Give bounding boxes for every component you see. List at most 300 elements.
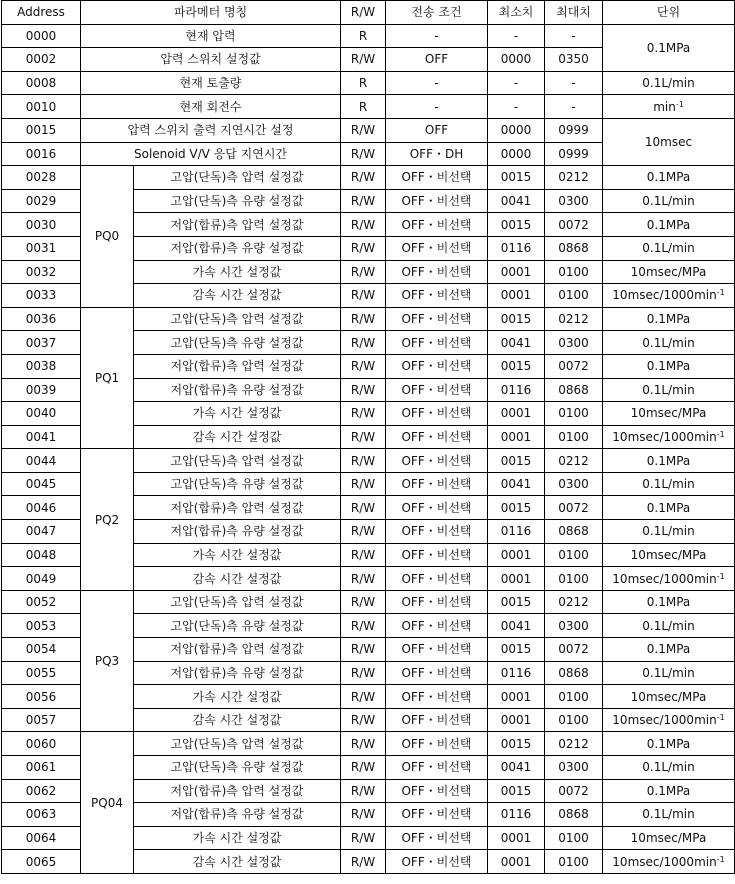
unit-cell <box>603 284 735 308</box>
table-row <box>2 118 735 142</box>
address-cell: 0002 <box>2 48 81 72</box>
unit-text: 10msec/1000min <box>612 571 717 586</box>
unit-cell <box>603 520 735 544</box>
min-cell: 0001 <box>488 425 545 449</box>
unit-cell <box>603 590 735 614</box>
max-cell: 0100 <box>545 826 603 850</box>
min-cell: 0000 <box>488 48 545 72</box>
rw-cell: R/W <box>341 331 386 355</box>
condition-cell: OFF・비선택 <box>386 449 488 473</box>
min-cell: 0015 <box>488 449 545 473</box>
unit-text: 0.1MPa <box>646 595 691 610</box>
max-cell: 0100 <box>545 685 603 709</box>
unit-text: 0.1L/min <box>642 760 695 775</box>
condition-cell: OFF・비선택 <box>386 661 488 685</box>
name-cell: 저압(합류)측 유량 설정값 <box>134 661 341 685</box>
table-row <box>2 71 735 95</box>
condition-cell: OFF・비선택 <box>386 166 488 190</box>
min-cell: - <box>488 24 545 48</box>
unit-text: 0.1L/min <box>642 194 695 209</box>
min-cell: 0001 <box>488 708 545 732</box>
max-cell: - <box>545 24 603 48</box>
address-cell: 0060 <box>2 732 81 756</box>
rw-cell: R/W <box>341 567 386 591</box>
min-cell: 0041 <box>488 472 545 496</box>
address-cell: 0049 <box>2 567 81 591</box>
condition-cell: OFF <box>386 118 488 142</box>
unit-text: 0.1MPa <box>646 736 691 751</box>
unit-text: 10msec/1000min <box>612 713 717 728</box>
unit-superscript: -1 <box>716 288 725 298</box>
address-cell: 0061 <box>2 756 81 780</box>
min-cell: 0015 <box>488 638 545 662</box>
address-cell: 0033 <box>2 284 81 308</box>
group-label-cell: PQ2 <box>81 449 134 591</box>
rw-cell: R/W <box>341 189 386 213</box>
rw-cell: R/W <box>341 756 386 780</box>
rw-cell: R/W <box>341 803 386 827</box>
rw-cell: R/W <box>341 260 386 284</box>
address-cell: 0044 <box>2 449 81 473</box>
unit-text: 0.1MPa <box>646 642 691 657</box>
min-cell: 0001 <box>488 850 545 874</box>
address-cell: 0047 <box>2 520 81 544</box>
unit-cell <box>603 614 735 638</box>
unit-superscript: -1 <box>716 429 725 439</box>
condition-cell: OFF・비선택 <box>386 685 488 709</box>
rw-cell: R/W <box>341 425 386 449</box>
unit-cell <box>603 708 735 732</box>
condition-cell: OFF・비선택 <box>386 803 488 827</box>
min-cell: 0041 <box>488 331 545 355</box>
unit-cell <box>603 685 735 709</box>
unit-cell <box>603 166 735 190</box>
max-cell: 0100 <box>545 284 603 308</box>
unit-cell <box>603 307 735 331</box>
max-cell: 0100 <box>545 850 603 874</box>
address-cell: 0032 <box>2 260 81 284</box>
name-cell: 감속 시간 설정값 <box>134 708 341 732</box>
unit-text: 0.1MPa <box>646 312 691 327</box>
unit-cell <box>603 567 735 591</box>
condition-cell: OFF・비선택 <box>386 614 488 638</box>
name-cell: 고압(단독)측 유량 설정값 <box>134 331 341 355</box>
group-label-cell: PQ1 <box>81 307 134 449</box>
rw-cell: R/W <box>341 590 386 614</box>
max-cell: 0868 <box>545 803 603 827</box>
address-cell: 0063 <box>2 803 81 827</box>
name-cell: 고압(단독)측 유량 설정값 <box>134 614 341 638</box>
unit-text: 0.1MPa <box>646 217 691 232</box>
max-cell: 0072 <box>545 354 603 378</box>
min-cell: 0001 <box>488 543 545 567</box>
condition-cell: OFF・비선택 <box>386 638 488 662</box>
address-cell: 0036 <box>2 307 81 331</box>
name-cell: 저압(합류)측 유량 설정값 <box>134 803 341 827</box>
address-cell: 0046 <box>2 496 81 520</box>
max-cell: 0072 <box>545 638 603 662</box>
min-cell: 0015 <box>488 732 545 756</box>
min-cell: 0001 <box>488 260 545 284</box>
name-cell: 저압(합류)측 유량 설정값 <box>134 520 341 544</box>
max-cell: 0100 <box>545 567 603 591</box>
rw-cell: R <box>341 71 386 95</box>
unit-cell <box>603 756 735 780</box>
name-cell: 가속 시간 설정값 <box>134 402 341 426</box>
unit-text: 10msec/1000min <box>612 429 717 444</box>
rw-cell: R/W <box>341 614 386 638</box>
address-cell: 0015 <box>2 118 81 142</box>
unit-cell <box>603 472 735 496</box>
address-cell: 0041 <box>2 425 81 449</box>
min-cell: 0015 <box>488 307 545 331</box>
max-cell: 0868 <box>545 378 603 402</box>
name-cell: 가속 시간 설정값 <box>134 260 341 284</box>
min-cell: 0041 <box>488 756 545 780</box>
address-cell: 0016 <box>2 142 81 166</box>
name-cell: 고압(단독)측 압력 설정값 <box>134 449 341 473</box>
name-cell: 고압(단독)측 압력 설정값 <box>134 307 341 331</box>
header-max: 최대치 <box>545 1 603 25</box>
name-cell: 저압(합류)측 유량 설정값 <box>134 378 341 402</box>
rw-cell: R/W <box>341 685 386 709</box>
rw-cell: R/W <box>341 118 386 142</box>
unit-text: 10msec/MPa <box>630 264 707 279</box>
max-cell: 0999 <box>545 118 603 142</box>
address-cell: 0029 <box>2 189 81 213</box>
unit-cell <box>603 236 735 260</box>
rw-cell: R/W <box>341 142 386 166</box>
condition-cell: OFF・비선택 <box>386 850 488 874</box>
min-cell: 0041 <box>488 189 545 213</box>
address-cell: 0064 <box>2 826 81 850</box>
address-cell: 0056 <box>2 685 81 709</box>
unit-cell <box>603 732 735 756</box>
unit-text: 0.1L/min <box>642 477 695 492</box>
unit-cell <box>603 850 735 874</box>
min-cell: 0000 <box>488 142 545 166</box>
max-cell: 0100 <box>545 425 603 449</box>
min-cell: 0116 <box>488 378 545 402</box>
rw-cell: R/W <box>341 661 386 685</box>
rw-cell: R/W <box>341 402 386 426</box>
min-cell: 0041 <box>488 614 545 638</box>
unit-cell <box>603 331 735 355</box>
name-cell: 감속 시간 설정값 <box>134 567 341 591</box>
rw-cell: R <box>341 95 386 119</box>
address-cell: 0010 <box>2 95 81 119</box>
unit-superscript: -1 <box>716 713 725 723</box>
table-row <box>2 590 735 614</box>
min-cell: 0015 <box>488 779 545 803</box>
condition-cell: OFF・비선택 <box>386 260 488 284</box>
address-cell: 0038 <box>2 354 81 378</box>
table-row <box>2 307 735 331</box>
condition-cell: - <box>386 71 488 95</box>
max-cell: 0868 <box>545 236 603 260</box>
max-cell: 0999 <box>545 142 603 166</box>
max-cell: 0868 <box>545 661 603 685</box>
name-cell: 저압(합류)측 압력 설정값 <box>134 496 341 520</box>
header-address: Address <box>2 1 81 25</box>
min-cell: 0116 <box>488 803 545 827</box>
name-cell: 고압(단독)측 압력 설정값 <box>134 732 341 756</box>
unit-superscript: -1 <box>675 99 684 109</box>
max-cell: 0100 <box>545 708 603 732</box>
rw-cell: R/W <box>341 732 386 756</box>
rw-cell: R/W <box>341 826 386 850</box>
unit-cell <box>603 543 735 567</box>
unit-cell <box>603 189 735 213</box>
name-cell: 저압(합류)측 압력 설정값 <box>134 779 341 803</box>
unit-cell <box>603 449 735 473</box>
table-row <box>2 449 735 473</box>
address-cell: 0062 <box>2 779 81 803</box>
max-cell: 0300 <box>545 331 603 355</box>
rw-cell: R/W <box>341 213 386 237</box>
min-cell: 0001 <box>488 826 545 850</box>
rw-cell: R/W <box>341 378 386 402</box>
condition-cell: OFF・비선택 <box>386 472 488 496</box>
unit-cell <box>603 661 735 685</box>
unit-text: 0.1L/min <box>642 665 695 680</box>
unit-cell <box>603 496 735 520</box>
address-cell: 0065 <box>2 850 81 874</box>
min-cell: 0001 <box>488 567 545 591</box>
rw-cell: R <box>341 24 386 48</box>
address-cell: 0053 <box>2 614 81 638</box>
condition-cell: OFF・비선택 <box>386 189 488 213</box>
unit-text: 10msec/1000min <box>612 288 717 303</box>
unit-text: 10msec/MPa <box>630 689 707 704</box>
unit-text: 0.1L/min <box>642 807 695 822</box>
condition-cell: OFF・비선택 <box>386 378 488 402</box>
unit-cell <box>603 260 735 284</box>
unit-cell <box>603 95 735 119</box>
condition-cell: OFF・DH <box>386 142 488 166</box>
unit-text: 10msec/MPa <box>630 547 707 562</box>
address-cell: 0055 <box>2 661 81 685</box>
min-cell: 0001 <box>488 402 545 426</box>
address-cell: 0054 <box>2 638 81 662</box>
unit-text: 0.1L/min <box>642 335 695 350</box>
address-cell: 0037 <box>2 331 81 355</box>
max-cell: 0300 <box>545 756 603 780</box>
max-cell: 0868 <box>545 520 603 544</box>
max-cell: 0350 <box>545 48 603 72</box>
max-cell: 0100 <box>545 260 603 284</box>
unit-cell <box>603 402 735 426</box>
rw-cell: R/W <box>341 496 386 520</box>
unit-cell <box>603 425 735 449</box>
name-cell: 감속 시간 설정값 <box>134 850 341 874</box>
table-row <box>2 166 735 190</box>
group-label-cell: PQ04 <box>81 732 134 874</box>
name-cell: 가속 시간 설정값 <box>134 685 341 709</box>
unit-cell <box>603 354 735 378</box>
condition-cell: OFF・비선택 <box>386 756 488 780</box>
condition-cell: - <box>386 24 488 48</box>
rw-cell: R/W <box>341 284 386 308</box>
name-cell: 감속 시간 설정값 <box>134 284 341 308</box>
rw-cell: R/W <box>341 449 386 473</box>
address-cell: 0000 <box>2 24 81 48</box>
condition-cell: OFF <box>386 48 488 72</box>
rw-cell: R/W <box>341 307 386 331</box>
unit-cell: 0.1MPa <box>603 24 735 71</box>
max-cell: 0100 <box>545 402 603 426</box>
max-cell: 0072 <box>545 496 603 520</box>
max-cell: 0100 <box>545 543 603 567</box>
condition-cell: OFF・비선택 <box>386 732 488 756</box>
condition-cell: OFF・비선택 <box>386 354 488 378</box>
unit-text: 10msec/MPa <box>630 831 707 846</box>
rw-cell: R/W <box>341 354 386 378</box>
unit-text: 10msec/1000min <box>612 854 717 869</box>
name-cell: 저압(합류)측 압력 설정값 <box>134 354 341 378</box>
condition-cell: OFF・비선택 <box>386 567 488 591</box>
max-cell: 0072 <box>545 213 603 237</box>
rw-cell: R/W <box>341 850 386 874</box>
condition-cell: OFF・비선택 <box>386 307 488 331</box>
unit-text: 0.1MPa <box>646 170 691 185</box>
unit-cell <box>603 638 735 662</box>
max-cell: 0300 <box>545 189 603 213</box>
unit-text: 0.1MPa <box>646 453 691 468</box>
name-cell: 가속 시간 설정값 <box>134 826 341 850</box>
name-cell: 저압(합류)측 압력 설정값 <box>134 638 341 662</box>
address-cell: 0057 <box>2 708 81 732</box>
min-cell: 0001 <box>488 284 545 308</box>
rw-cell: R/W <box>341 236 386 260</box>
max-cell: 0300 <box>545 614 603 638</box>
condition-cell: OFF・비선택 <box>386 331 488 355</box>
rw-cell: R/W <box>341 166 386 190</box>
unit-text: 0.1L/min <box>642 382 695 397</box>
unit-text: 0.1L/min <box>642 618 695 633</box>
name-cell: 감속 시간 설정값 <box>134 425 341 449</box>
address-cell: 0040 <box>2 402 81 426</box>
name-cell: 현재 회전수 <box>81 95 341 119</box>
unit-cell <box>603 213 735 237</box>
rw-cell: R/W <box>341 520 386 544</box>
rw-cell: R/W <box>341 48 386 72</box>
unit-text: 10msec/MPa <box>630 406 707 421</box>
max-cell: 0212 <box>545 590 603 614</box>
name-cell: 저압(합류)측 유량 설정값 <box>134 236 341 260</box>
address-cell: 0039 <box>2 378 81 402</box>
condition-cell: OFF・비선택 <box>386 520 488 544</box>
address-cell: 0048 <box>2 543 81 567</box>
name-cell: 현재 압력 <box>81 24 341 48</box>
condition-cell: OFF・비선택 <box>386 213 488 237</box>
unit-superscript: -1 <box>716 571 725 581</box>
unit-cell <box>603 779 735 803</box>
name-cell: 압력 스위치 설정값 <box>81 48 341 72</box>
name-cell: 고압(단독)측 유량 설정값 <box>134 189 341 213</box>
unit-cell: 10msec <box>603 118 735 165</box>
max-cell: - <box>545 95 603 119</box>
condition-cell: OFF・비선택 <box>386 779 488 803</box>
address-cell: 0052 <box>2 590 81 614</box>
condition-cell: OFF・비선택 <box>386 425 488 449</box>
header-unit: 단위 <box>603 1 735 25</box>
min-cell: 0116 <box>488 520 545 544</box>
max-cell: 0212 <box>545 449 603 473</box>
min-cell: - <box>488 71 545 95</box>
unit-cell <box>603 378 735 402</box>
rw-cell: R/W <box>341 543 386 567</box>
name-cell: 고압(단독)측 유량 설정값 <box>134 756 341 780</box>
rw-cell: R/W <box>341 472 386 496</box>
unit-cell <box>603 803 735 827</box>
max-cell: 0212 <box>545 166 603 190</box>
address-cell: 0028 <box>2 166 81 190</box>
unit-cell <box>603 826 735 850</box>
unit-text: 0.1L/min <box>642 524 695 539</box>
condition-cell: OFF・비선택 <box>386 590 488 614</box>
table-row <box>2 95 735 119</box>
name-cell: 저압(합류)측 압력 설정값 <box>134 213 341 237</box>
rw-cell: R/W <box>341 708 386 732</box>
min-cell: 0015 <box>488 354 545 378</box>
condition-cell: OFF・비선택 <box>386 236 488 260</box>
min-cell: 0001 <box>488 685 545 709</box>
name-cell: 고압(단독)측 압력 설정값 <box>134 590 341 614</box>
min-cell: 0015 <box>488 213 545 237</box>
condition-cell: OFF・비선택 <box>386 543 488 567</box>
min-cell: 0000 <box>488 118 545 142</box>
table-row <box>2 24 735 48</box>
condition-cell: - <box>386 95 488 119</box>
name-cell: 고압(단독)측 압력 설정값 <box>134 166 341 190</box>
unit-text: 0.1MPa <box>646 783 691 798</box>
unit-text: 0.1MPa <box>646 500 691 515</box>
condition-cell: OFF・비선택 <box>386 284 488 308</box>
min-cell: 0015 <box>488 166 545 190</box>
rw-cell: R/W <box>341 638 386 662</box>
name-cell: 고압(단독)측 유량 설정값 <box>134 472 341 496</box>
min-cell: 0015 <box>488 496 545 520</box>
name-cell: 가속 시간 설정값 <box>134 543 341 567</box>
unit-text: 0.1MPa <box>646 359 691 374</box>
min-cell: 0015 <box>488 590 545 614</box>
address-cell: 0031 <box>2 236 81 260</box>
rw-cell: R/W <box>341 779 386 803</box>
unit-cell: 0.1L/min <box>603 71 735 95</box>
header-param-name: 파라메터 명칭 <box>81 1 341 25</box>
max-cell: 0212 <box>545 732 603 756</box>
pq-groups <box>2 166 735 874</box>
condition-cell: OFF・비선택 <box>386 402 488 426</box>
header-min: 최소치 <box>488 1 545 25</box>
unit-text: min <box>653 99 676 114</box>
max-cell: 0212 <box>545 307 603 331</box>
address-cell: 0030 <box>2 213 81 237</box>
min-cell: - <box>488 95 545 119</box>
unit-text: 0.1L/min <box>642 241 695 256</box>
max-cell: 0072 <box>545 779 603 803</box>
group-label-cell: PQ3 <box>81 590 134 732</box>
parameter-table <box>1 0 735 874</box>
condition-cell: OFF・비선택 <box>386 826 488 850</box>
min-cell: 0116 <box>488 236 545 260</box>
unit-superscript: -1 <box>716 854 725 864</box>
max-cell: - <box>545 71 603 95</box>
min-cell: 0116 <box>488 661 545 685</box>
header-row <box>2 1 735 25</box>
max-cell: 0300 <box>545 472 603 496</box>
